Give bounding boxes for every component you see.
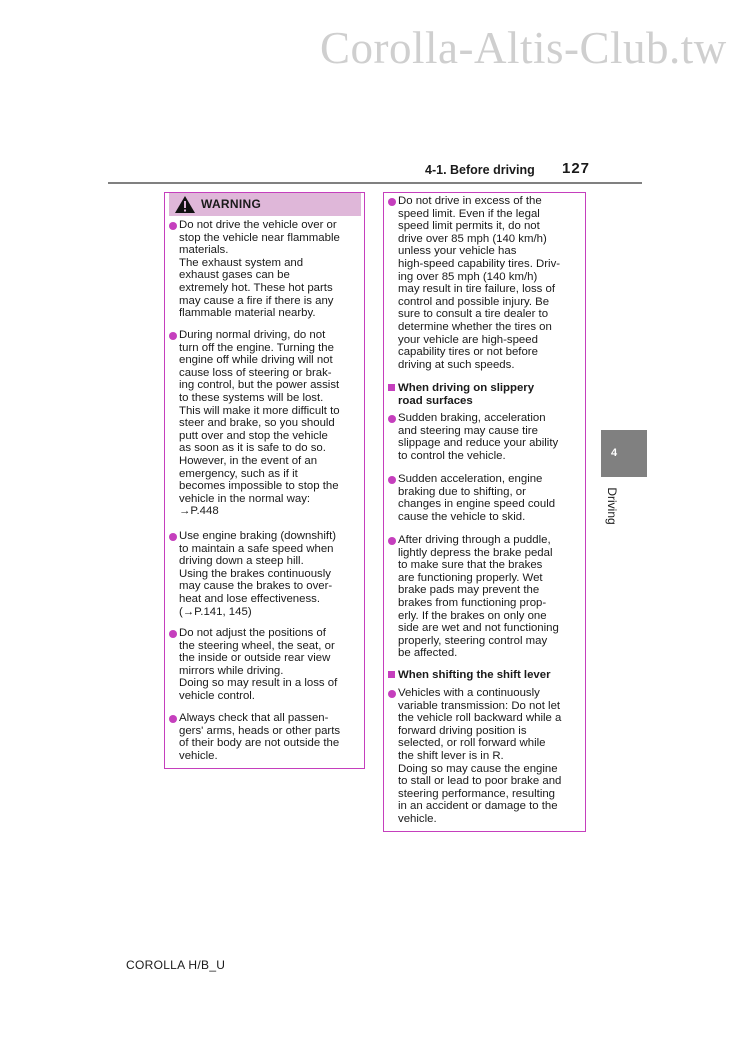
chapter-tab[interactable]	[601, 430, 647, 477]
text-line: the steering wheel, the seat, or	[179, 639, 335, 652]
text-line: unless your vehicle has	[398, 245, 517, 258]
text-line: changes in engine speed could	[398, 498, 556, 511]
text-line: vehicle.	[179, 749, 218, 762]
text-line: drive over 85 mph (140 km/h)	[398, 232, 547, 245]
warning-item	[179, 329, 340, 518]
text-line: as soon as it is safe to do so.	[179, 442, 326, 455]
text-line: steering performance, resulting	[398, 787, 556, 800]
text-line: vehicle in the normal way:	[179, 492, 311, 505]
text-line: engine off while driving will not	[179, 354, 333, 367]
warning-header	[169, 193, 361, 216]
text-line: Do not adjust the positions of	[179, 627, 326, 639]
page-reference[interactable]: →P.448	[179, 505, 219, 518]
warning-label: WARNING	[201, 197, 262, 211]
text-line: to these systems will be lost.	[179, 391, 324, 404]
subsection-heading	[398, 669, 551, 682]
text-line: the shift lever is in R.	[398, 749, 504, 762]
text-line: determine whether the tires on	[398, 320, 552, 333]
text-line: be affected.	[398, 647, 458, 660]
text-line: gers' arms, heads or other parts	[179, 724, 341, 737]
text-line: of their body are not outside the	[179, 737, 340, 750]
bullet-icon	[388, 198, 396, 206]
text-line: Use engine braking (downshift)	[179, 530, 337, 542]
warning-item	[398, 534, 559, 660]
text-line: mirrors while driving.	[179, 664, 284, 677]
text-line: may cause a fire if there is any	[179, 294, 334, 307]
text-line: Doing so may result in a loss of	[179, 677, 338, 690]
bullet-icon	[169, 332, 177, 340]
text-line: may cause the brakes to over-	[179, 580, 333, 593]
warning-item	[398, 473, 555, 523]
text-line: putt over and stop the vehicle	[179, 429, 328, 442]
text-line: are functioning properly. Wet	[398, 571, 543, 584]
bullet-icon	[169, 222, 177, 230]
heading-line: road surfaces	[398, 394, 473, 407]
text-line: the vehicle roll backward while a	[398, 712, 562, 725]
text-line: to control the vehicle.	[398, 449, 506, 462]
watermark: Corolla-Altis-Club.tw	[320, 23, 727, 73]
text-line: to stall or lead to poor brake and	[398, 775, 562, 788]
square-bullet-icon	[388, 671, 395, 678]
text-line: to maintain a safe speed when	[179, 542, 334, 555]
warning-item	[398, 195, 560, 371]
text-line: flammable material nearby.	[179, 307, 316, 320]
text-line: the inside or outside rear view	[179, 652, 331, 665]
warning-item	[179, 219, 340, 320]
text-line: speed limit permits it, do not	[398, 220, 540, 233]
text-line: capability tires or not before	[398, 346, 538, 359]
text-line: ing control, but the power assist	[179, 379, 340, 392]
text-line: emergency, such as if it	[179, 467, 298, 480]
text-line: slippage and reduce your ability	[398, 437, 559, 450]
text-line: Do not drive the vehicle over or	[179, 219, 337, 231]
text-line: However, in the event of an	[179, 454, 318, 467]
text-line: control and possible injury. Be	[398, 295, 550, 308]
text-line: and steering may cause tire	[398, 424, 538, 437]
text-line: After driving through a puddle,	[398, 534, 551, 546]
heading-line: When driving on slippery	[398, 382, 535, 394]
text-line: becomes impossible to stop the	[179, 480, 339, 493]
text-line: vehicle control.	[179, 689, 255, 702]
text-line: driving down a steep hill.	[179, 555, 304, 568]
text-line: selected, or roll forward while	[398, 737, 546, 750]
chapter-number: 4	[610, 447, 618, 459]
text-line: side are wet and not functioning	[398, 622, 559, 635]
text-line: Vehicles with a continuously	[398, 687, 540, 699]
bullet-icon	[169, 630, 177, 638]
text-line: brakes from functioning prop-	[398, 596, 547, 609]
text-line: extremely hot. These hot parts	[179, 281, 333, 294]
text-line: vehicle.	[398, 812, 437, 825]
warning-item	[398, 687, 561, 826]
text-line: During normal driving, do not	[179, 329, 326, 341]
text-line: ing over 85 mph (140 km/h)	[398, 270, 538, 283]
text-line: exhaust gases can be	[179, 269, 290, 282]
footer-model-code: COROLLA H/B_U	[126, 958, 226, 972]
text-line: This will make it more difficult to	[179, 404, 340, 417]
warning-item	[179, 627, 337, 703]
text-line: variable transmission: Do not let	[398, 699, 561, 712]
text-line: erly. If the brakes on only one	[398, 609, 547, 622]
text-line: driving at such speeds.	[398, 358, 515, 371]
subsection-heading	[398, 382, 534, 407]
text-line: Sudden acceleration, engine	[398, 473, 543, 485]
chapter-label	[601, 485, 619, 531]
text-line: high-speed capability tires. Driv-	[398, 257, 561, 270]
text-line: in an accident or damage to the	[398, 800, 558, 813]
text-line: cause loss of steering or brak-	[179, 366, 332, 379]
bullet-icon	[388, 476, 396, 484]
warning-item	[398, 412, 558, 462]
text-line: Using the brakes continuously	[179, 567, 331, 580]
text-line: lightly depress the brake pedal	[398, 546, 553, 559]
text-line: materials.	[179, 244, 229, 257]
bullet-icon	[388, 690, 396, 698]
section-title: 4-1. Before driving	[425, 163, 535, 177]
warning-item	[179, 530, 336, 618]
text-line: Sudden braking, acceleration	[398, 412, 546, 424]
page-reference[interactable]: (→P.141, 145)	[179, 605, 252, 618]
text-line: heat and lose effectiveness.	[179, 592, 321, 605]
text-line: cause the vehicle to skid.	[398, 510, 526, 523]
warning-item	[179, 712, 340, 762]
bullet-icon	[388, 415, 396, 423]
heading-line: When shifting the shift lever	[398, 669, 551, 681]
chapter-label-text: Driving	[605, 487, 619, 525]
header-rule	[108, 182, 642, 184]
text-line: sure to consult a tire dealer to	[398, 308, 549, 321]
text-line: to make sure that the brakes	[398, 559, 543, 572]
text-line: may result in tire failure, loss of	[398, 283, 555, 296]
text-line: speed limit. Even if the legal	[398, 207, 540, 220]
page-number: 127	[562, 160, 591, 177]
text-line: Always check that all passen-	[179, 712, 329, 724]
text-line: The exhaust system and	[179, 256, 304, 269]
text-line: properly, steering control may	[398, 634, 548, 647]
text-line: forward driving position is	[398, 724, 527, 737]
bullet-icon	[169, 715, 177, 723]
text-line: braking due to shifting, or	[398, 485, 526, 498]
text-line: brake pads may prevent the	[398, 584, 540, 597]
text-line: Doing so may cause the engine	[398, 762, 558, 775]
square-bullet-icon	[388, 384, 395, 391]
text-line: turn off the engine. Turning the	[179, 341, 334, 354]
text-line: your vehicle are high-speed	[398, 333, 538, 346]
bullet-icon	[169, 533, 177, 541]
text-line: stop the vehicle near flammable	[179, 231, 340, 244]
text-line: Do not drive in excess of the	[398, 195, 542, 207]
text-line: steer and brake, so you should	[179, 417, 335, 430]
warning-triangle-icon	[174, 195, 196, 214]
bullet-icon	[388, 537, 396, 545]
